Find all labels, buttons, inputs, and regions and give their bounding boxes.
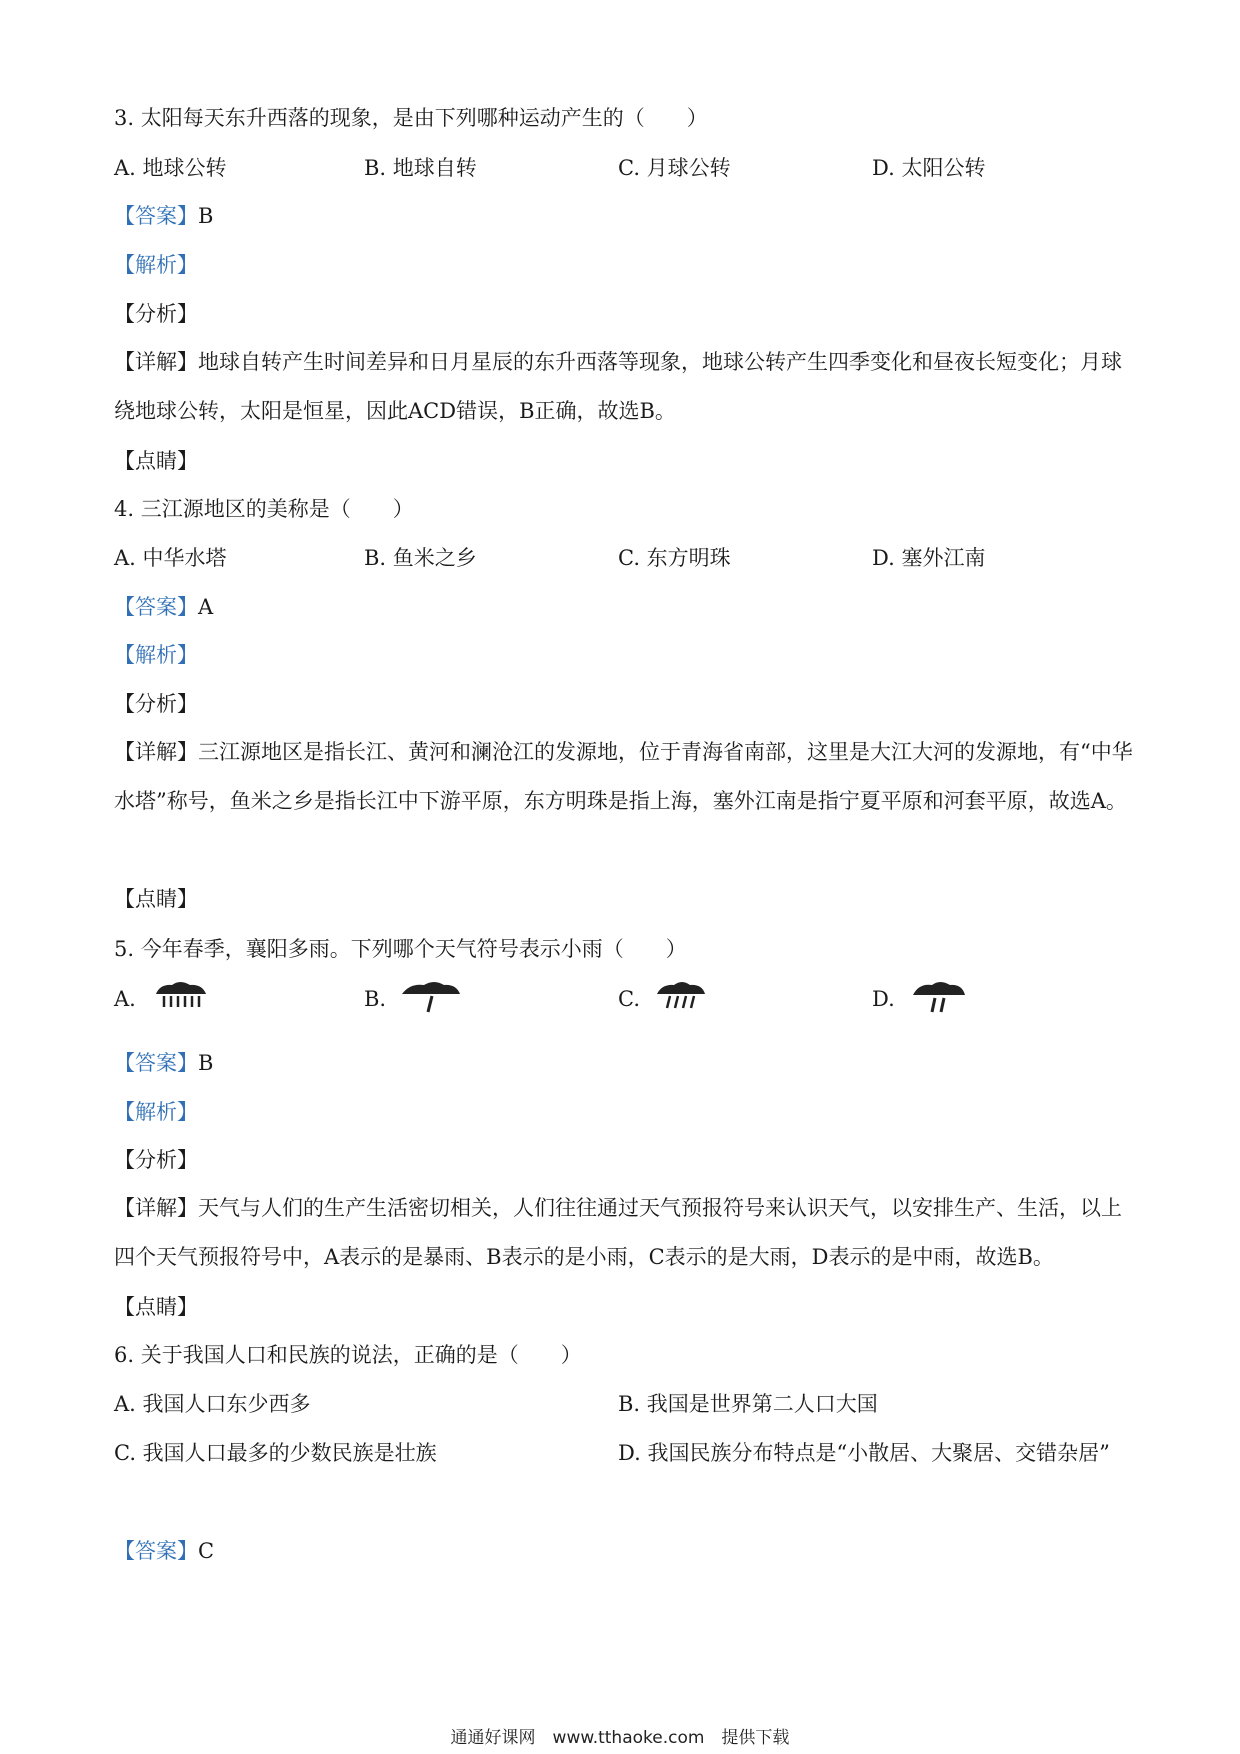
answer-tag: 【答案】	[114, 1539, 198, 1563]
option-letter: B.	[364, 987, 387, 1011]
q3-option-c: C. 月球公转	[618, 156, 731, 180]
answer-value: A	[198, 595, 214, 619]
q4-answer	[114, 592, 213, 622]
option-letter: A.	[114, 987, 136, 1011]
q3-detail	[114, 338, 1134, 436]
q4-option-b: B. 鱼米之乡	[364, 546, 477, 570]
q3-answer	[114, 201, 213, 231]
q3-dianjing: 【点睛】	[114, 449, 198, 473]
option-letter: C.	[618, 987, 640, 1011]
answer-value: C	[198, 1539, 215, 1563]
q5-analysis-tag: 【解析】	[114, 1100, 198, 1124]
answer-tag: 【答案】	[114, 1051, 198, 1075]
detail-text: 地球自转产生时间差异和日月星辰的东升西落等现象，地球公转产生四季变化和昼夜长短变化；月球绕地球公转，太阳是恒星，因此ACD错误，B正确，故选B。	[114, 350, 1122, 423]
answer-tag: 【答案】	[114, 204, 198, 228]
q6-option-a: A. 我国人口东少西多	[114, 1392, 311, 1416]
q3-analysis-tag: 【解析】	[114, 253, 198, 277]
q4-option-a: A. 中华水塔	[114, 546, 227, 570]
question-3-stem: 3. 太阳每天东升西落的现象，是由下列哪种运动产生的（ ）	[114, 106, 708, 130]
q6-option-b: B. 我国是世界第二人口大国	[618, 1392, 878, 1416]
q6-answer	[114, 1536, 214, 1566]
answer-value: B	[198, 1051, 214, 1075]
q4-option-c: C. 东方明珠	[618, 546, 731, 570]
q5-detail	[114, 1184, 1134, 1282]
detail-text: 天气与人们的生产生活密切相关，人们往往通过天气预报符号来认识天气，以安排生产、生活，以上四个天气预报符号中，A表示的是暴雨、B表示的是小雨，C表示的是大雨，D表示的是中雨，故选B。	[114, 1196, 1122, 1269]
moderate-rain-icon	[910, 980, 968, 1020]
q5-answer	[114, 1048, 213, 1078]
question-5-stem: 5. 今年春季，襄阳多雨。下列哪个天气符号表示小雨（ ）	[114, 937, 687, 961]
q6-option-d: D. 我国民族分布特点是“小散居、大聚居、交错杂居”	[618, 1441, 1110, 1465]
q5-option-b	[364, 984, 386, 1014]
question-4-stem: 4. 三江源地区的美称是（ ）	[114, 497, 414, 521]
q5-option-d	[872, 984, 895, 1014]
q3-option-a: A. 地球公转	[114, 156, 227, 180]
answer-value: B	[198, 204, 214, 228]
q5-option-a	[114, 984, 136, 1014]
page-footer: 通通好课网 www.tthaoke.com 提供下载	[450, 1728, 790, 1748]
q6-option-c: C. 我国人口最多的少数民族是壮族	[114, 1441, 437, 1465]
q3-option-b: B. 地球自转	[364, 156, 477, 180]
q4-analysis-tag: 【解析】	[114, 643, 198, 667]
q4-option-d: D. 塞外江南	[872, 546, 986, 570]
detail-tag: 【详解】	[114, 350, 198, 374]
q5-dianjing: 【点睛】	[114, 1295, 198, 1319]
q4-dianjing: 【点睛】	[114, 887, 198, 911]
answer-tag: 【答案】	[114, 595, 198, 619]
detail-tag: 【详解】	[114, 1196, 198, 1220]
q4-fenxi: 【分析】	[114, 692, 198, 716]
question-6-stem: 6. 关于我国人口和民族的说法，正确的是（ ）	[114, 1343, 582, 1367]
q3-fenxi: 【分析】	[114, 302, 198, 326]
q5-option-c	[618, 984, 640, 1014]
detail-tag: 【详解】	[114, 740, 198, 764]
q5-fenxi: 【分析】	[114, 1148, 198, 1172]
heavy-rain-icon	[654, 980, 708, 1016]
heavy-rainstorm-icon	[152, 980, 210, 1016]
light-rain-icon	[400, 980, 462, 1020]
detail-text: 三江源地区是指长江、黄河和澜沧江的发源地，位于青海省南部，这里是大江大河的发源地，有“中华水塔”称号，鱼米之乡是指长江中下游平原，东方明珠是指上海，塞外江南是指宁夏平原和河套平原，故选A。	[114, 740, 1133, 813]
q3-option-d: D. 太阳公转	[872, 156, 986, 180]
q4-detail	[114, 728, 1134, 826]
option-letter: D.	[872, 987, 895, 1011]
